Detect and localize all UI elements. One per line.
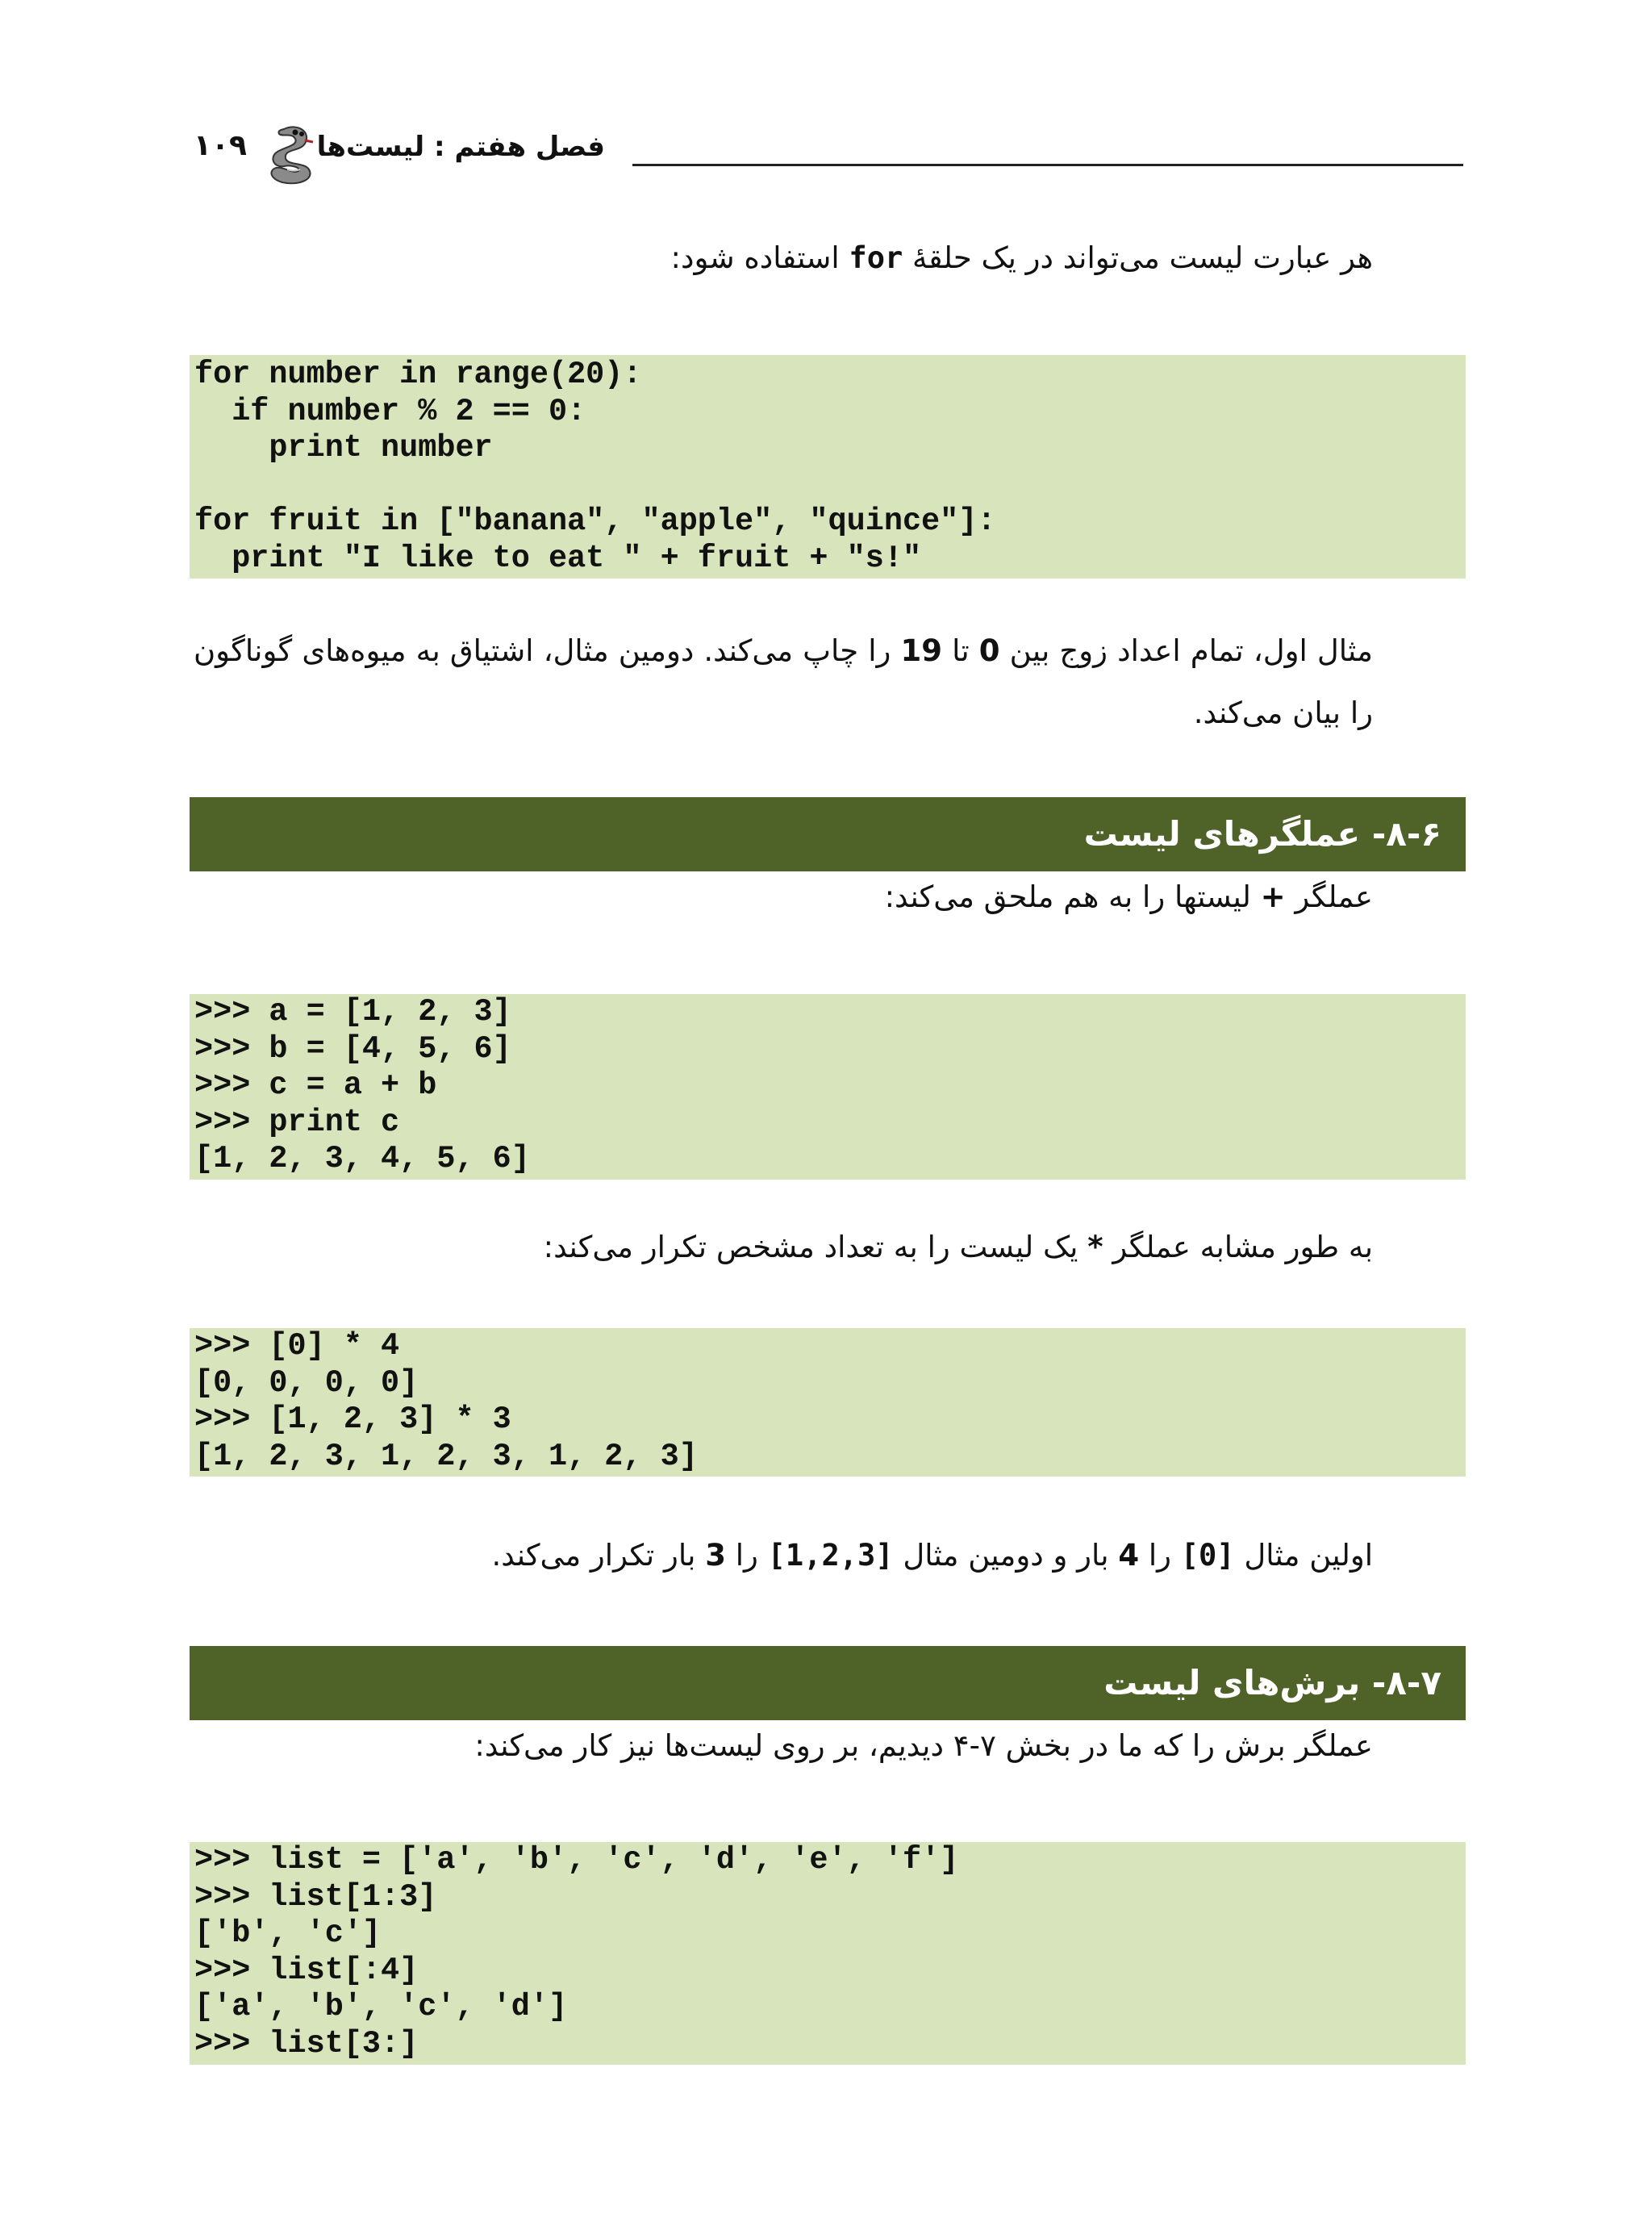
- repeat-code-2: [1,2,3]: [767, 1538, 894, 1573]
- repeat-text-4: را: [725, 1538, 768, 1573]
- section-heading-list-operators: ۸-۶- عملگرهای لیست: [190, 797, 1466, 871]
- star-operator: *: [1087, 1230, 1103, 1264]
- repeat-text-3: بار و دومین مثال: [893, 1538, 1119, 1573]
- loop-explanation-paragraph: [194, 620, 1373, 744]
- page-number: ۱۰۹: [194, 129, 247, 162]
- code-block-loops: for number in range(20): if number % 2 == 0: print number for fruit in ["banana", "apple", "quince"]: print "I like to eat " + fruit + "s!": [190, 355, 1466, 579]
- intro-paragraph: [671, 240, 1373, 275]
- slice-intro-paragraph: عملگر برش را که ما در بخش ۷-۴ دیدیم، بر روی لیست‌ها نیز کار می‌کند:: [474, 1728, 1373, 1763]
- repeat-text-2: را: [1139, 1538, 1181, 1573]
- repeat-number-4: 4: [1118, 1538, 1140, 1573]
- explanation-text-2: تا: [942, 633, 979, 668]
- explanation-text-3: را چاپ می‌کند. دومین مثال، اشتیاق به میوه‌های گوناگون را بیان می‌کند.: [194, 633, 1373, 730]
- explanation-text-1: مثال اول، تمام اعداد زوج بین: [999, 633, 1373, 668]
- intro-text-after: استفاده شود:: [670, 240, 849, 275]
- plus-text-after: لیستها را به هم ملحق می‌کند:: [884, 879, 1261, 914]
- repeat-code-1: [0]: [1180, 1538, 1235, 1573]
- plus-operator: +: [1260, 879, 1286, 914]
- code-block-slices: >>> list = ['a', 'b', 'c', 'd', 'e', 'f'] >>> list[1:3] ['b', 'c'] >>> list[:4] ['a', 'b', 'c', 'd'] >>> list[3:]: [190, 1842, 1466, 2065]
- explanation-number-0: 0: [978, 633, 1000, 668]
- repeat-number-3: 3: [705, 1538, 726, 1573]
- repeat-text-5: بار تکرار می‌کند.: [491, 1538, 706, 1573]
- code-block-concatenation: >>> a = [1, 2, 3] >>> b = [4, 5, 6] >>> c = a + b >>> print c [1, 2, 3, 4, 5, 6]: [190, 994, 1466, 1180]
- plus-operator-paragraph: [885, 879, 1373, 914]
- plus-text-before: عملگر: [1285, 879, 1373, 914]
- intro-keyword: for: [849, 240, 903, 275]
- repeat-explanation-paragraph: [492, 1538, 1373, 1573]
- intro-text-before: هر عبارت لیست می‌تواند در یک حلقهٔ: [903, 240, 1373, 275]
- code-block-repetition: >>> [0] * 4 [0, 0, 0, 0] >>> [1, 2, 3] * 3 [1, 2, 3, 1, 2, 3, 1, 2, 3]: [190, 1328, 1466, 1477]
- header-rule: [632, 164, 1463, 166]
- section-heading-list-slices: ۸-۷- برش‌های لیست: [190, 1646, 1466, 1720]
- star-operator-paragraph: [544, 1230, 1373, 1264]
- chapter-title: فصل هفتم : لیست‌ها: [316, 131, 605, 163]
- explanation-number-19: 19: [900, 633, 942, 668]
- repeat-text-1: اولین مثال: [1234, 1538, 1373, 1573]
- star-text-after: یک لیست را به تعداد مشخص تکرار می‌کند:: [543, 1230, 1088, 1264]
- python-snake-icon: [260, 121, 324, 187]
- star-text-before: به طور مشابه عملگر: [1103, 1230, 1373, 1264]
